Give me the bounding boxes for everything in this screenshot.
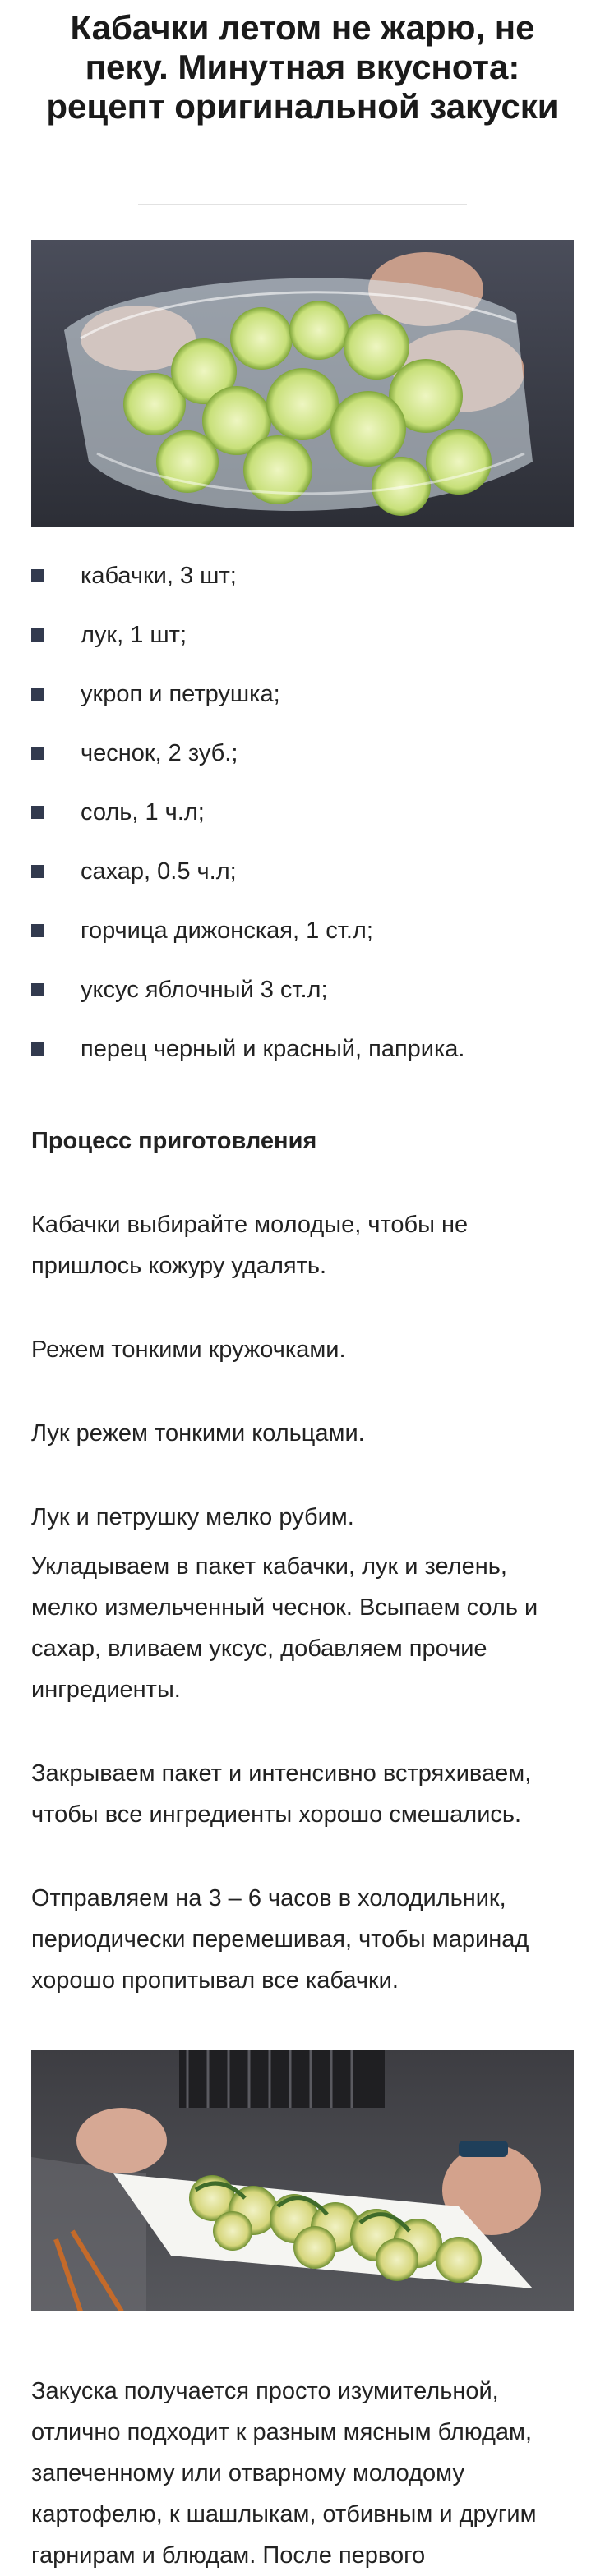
step-paragraph: Режем тонкими кружочками. (31, 1336, 346, 1363)
ingredient-text: перец черный и красный, паприка. (81, 1036, 465, 1062)
square-bullet-icon (31, 924, 44, 937)
square-bullet-icon (31, 983, 44, 996)
square-bullet-icon (31, 865, 44, 878)
square-bullet-icon (31, 747, 44, 760)
square-bullet-icon (31, 628, 44, 642)
list-item (31, 792, 574, 851)
square-bullet-icon (31, 1042, 44, 1056)
ingredient-text: лук, 1 шт; (81, 622, 187, 648)
ingredient-text: чеснок, 2 зуб.; (81, 740, 238, 766)
step-paragraph: Кабачки выбирайте молодые, чтобы не пришлось кожуру удалять. (31, 1212, 469, 1279)
step-paragraph: Закрываем пакет и интенсивно встряхиваем, чтобы все ингредиенты хорошо смешались. (31, 1760, 532, 1828)
zucchini-platter-photo (31, 2050, 574, 2312)
list-item (31, 733, 574, 792)
ingredient-text: горчица дижонская, 1 ст.л; (81, 918, 373, 944)
step-paragraph: Укладываем в пакет кабачки, лук и зелень, мелко измельченный чеснок. Всыпаем соль и сахар, вливаем уксус, добавляем прочие ингредиенты. (31, 1553, 538, 1703)
list-item (31, 851, 574, 910)
article-title: Кабачки летом не жарю, не пеку. Минутная вкуснота: рецепт оригинальной закуски (46, 8, 559, 126)
zucchini-bag-photo (31, 240, 574, 527)
step-paragraph: Отправляем на 3 – 6 часов в холодильник, периодически перемешивая, чтобы маринад хорошо пропитывал все кабачки. (31, 1885, 529, 1994)
title-divider (138, 204, 467, 205)
list-item (31, 1028, 574, 1088)
step-paragraph: Лук и петрушку мелко рубим. (31, 1504, 354, 1530)
list-item (31, 614, 574, 674)
conclusion-paragraph: Закуска получается просто изумительной, отлично подходит к разным мясным блюдам, запеченному или отварному молодому картофелю, к шашлыкам, отбивным и другим гарнирам и блюдам. После первого (31, 2378, 537, 2569)
square-bullet-icon (31, 806, 44, 819)
ingredient-text: укроп и петрушка; (81, 681, 280, 707)
ingredient-text: сахар, 0.5 ч.л; (81, 858, 237, 885)
list-item (31, 910, 574, 969)
process-heading: Процесс приготовления (31, 1128, 317, 1154)
ingredient-text: кабачки, 3 шт; (81, 563, 237, 589)
square-bullet-icon (31, 688, 44, 701)
square-bullet-icon (31, 569, 44, 582)
ingredient-text: соль, 1 ч.л; (81, 799, 205, 826)
list-item (31, 555, 574, 614)
ingredient-text: уксус яблочный 3 ст.л; (81, 977, 328, 1003)
list-item (31, 969, 574, 1028)
step-paragraph: Лук режем тонкими кольцами. (31, 1420, 365, 1447)
list-item (31, 674, 574, 733)
ingredients-list (31, 555, 574, 1088)
